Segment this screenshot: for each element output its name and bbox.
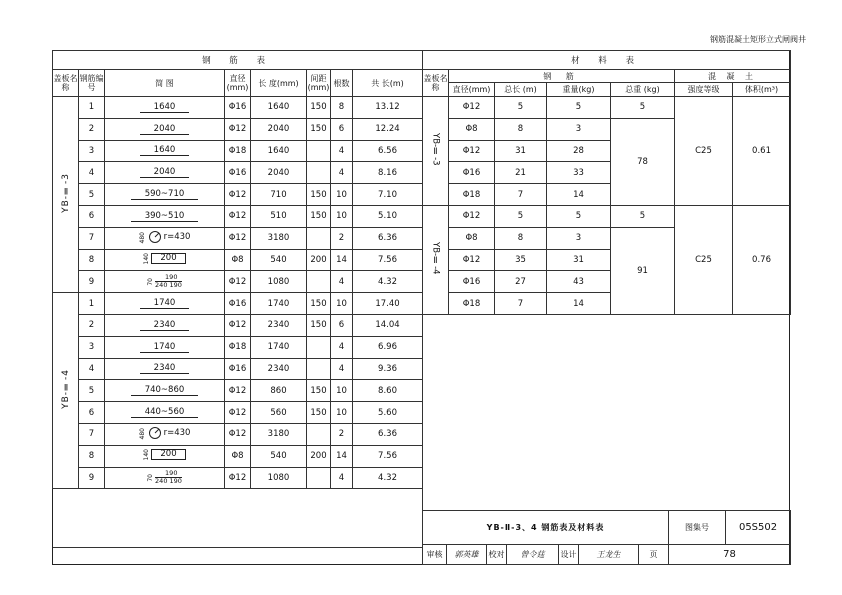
rebar-sketch (105, 293, 225, 315)
rebar-dia: Φ12 (225, 402, 251, 424)
material-weight: 14 (547, 184, 611, 206)
col-spacing: 间距(mm) (307, 70, 331, 97)
material-dia: Φ18 (449, 293, 495, 315)
rebar-length: 510 (251, 205, 307, 227)
rebar-count: 10 (331, 205, 353, 227)
rebar-count: 10 (331, 184, 353, 206)
rebar-dia: Φ12 (225, 118, 251, 140)
rebar-sketch (105, 118, 225, 140)
straight-bar-sketch: 2340 (140, 363, 190, 374)
rebar-table-title: 钢 筋 表 (53, 51, 423, 70)
rebar-sketch (105, 467, 225, 489)
rebar-count: 6 (331, 314, 353, 336)
material-row (423, 205, 791, 227)
material-dia: Φ16 (449, 162, 495, 184)
rebar-spacing (307, 423, 331, 445)
material-len: 31 (495, 140, 547, 162)
rebar-row (53, 118, 423, 140)
material-weight: 3 (547, 227, 611, 249)
rebar-length: 2340 (251, 314, 307, 336)
rebar-sketch (105, 336, 225, 358)
col-count: 根数 (331, 70, 353, 97)
rebar-length: 1640 (251, 97, 307, 119)
rebar-sketch (105, 227, 225, 249)
rebar-no: 5 (79, 184, 105, 206)
rebar-row (53, 249, 423, 271)
rebar-total: 7.56 (353, 249, 423, 271)
straight-bar-sketch: 2040 (140, 167, 190, 178)
col-dia: 直径(mm) (225, 70, 251, 97)
rebar-spacing: 150 (307, 184, 331, 206)
rebar-no: 7 (79, 423, 105, 445)
review-label: 审核 (423, 545, 447, 565)
bent-bar-sketch: 140 200 (143, 449, 185, 460)
rebar-spacing: 150 (307, 118, 331, 140)
reviewer-signature: 郭英雄 (447, 545, 487, 565)
rebar-no: 6 (79, 205, 105, 227)
rebar-length: 2040 (251, 118, 307, 140)
rebar-length: 2340 (251, 358, 307, 380)
rebar-no: 9 (79, 467, 105, 489)
rebar-dia: Φ12 (225, 227, 251, 249)
rebar-spacing (307, 140, 331, 162)
material-len: 5 (495, 205, 547, 227)
rebar-no: 8 (79, 445, 105, 467)
rebar-total: 7.10 (353, 184, 423, 206)
rebar-total: 8.16 (353, 162, 423, 184)
material-table (422, 50, 791, 315)
material-dia: Φ8 (449, 118, 495, 140)
title-block-title: YB-Ⅱ-3、4 钢筋表及材料表 (423, 511, 669, 545)
rebar-spacing (307, 467, 331, 489)
rebar-row (53, 293, 423, 315)
rebar-spacing (307, 227, 331, 249)
mat-col-grade: 强度等级 (675, 83, 733, 97)
rebar-sketch (105, 249, 225, 271)
rebar-length: 1640 (251, 140, 307, 162)
drawing-header: 钢筋混凝土矩形立式闸阀井 (710, 35, 806, 44)
rebar-row (53, 205, 423, 227)
material-group-label: YB-Ⅱ-4 (430, 242, 441, 275)
material-len: 8 (495, 227, 547, 249)
rebar-no: 4 (79, 162, 105, 184)
crank-bar-sketch: 70 190 240 190 (147, 273, 182, 290)
material-weight: 28 (547, 140, 611, 162)
rebar-no: 2 (79, 314, 105, 336)
col-total: 共 长(m) (353, 70, 423, 97)
straight-bar-sketch: 1740 (140, 342, 190, 353)
rebar-row (53, 314, 423, 336)
rebar-spacing (307, 358, 331, 380)
rebar-spacing: 150 (307, 402, 331, 424)
rebar-count: 4 (331, 358, 353, 380)
rebar-count: 8 (331, 97, 353, 119)
atlas-label: 图集号 (669, 511, 726, 545)
rebar-row (53, 336, 423, 358)
rebar-row (53, 162, 423, 184)
rebar-row (53, 445, 423, 467)
rebar-row (53, 380, 423, 402)
mat-col-weight: 重量(kg) (547, 83, 611, 97)
rebar-spacing: 200 (307, 445, 331, 467)
rebar-sketch (105, 271, 225, 293)
straight-bar-sketch: 1640 (140, 102, 190, 113)
material-weight: 31 (547, 249, 611, 271)
material-dia: Φ12 (449, 205, 495, 227)
rebar-spacing: 200 (307, 249, 331, 271)
straight-bar-sketch: 590~710 (131, 189, 199, 200)
atlas-no: 05S502 (726, 511, 791, 545)
mat-col-len: 总长 (m) (495, 83, 547, 97)
mat-col-concrete: 混 凝 土 (675, 70, 791, 83)
rebar-count: 4 (331, 271, 353, 293)
material-dia: Φ12 (449, 97, 495, 119)
rebar-total: 14.04 (353, 314, 423, 336)
straight-bar-sketch: 2340 (140, 320, 190, 331)
rebar-count: 4 (331, 162, 353, 184)
concrete-volume: 0.76 (733, 205, 791, 314)
concrete-grade: C25 (675, 97, 733, 206)
rebar-sketch (105, 423, 225, 445)
rebar-dia: Φ12 (225, 205, 251, 227)
rebar-sketch (105, 380, 225, 402)
rebar-count: 10 (331, 380, 353, 402)
mat-col-volume: 体积(m³) (733, 83, 791, 97)
rebar-total: 6.36 (353, 227, 423, 249)
rebar-no: 7 (79, 227, 105, 249)
rebar-length: 540 (251, 249, 307, 271)
rebar-length: 3180 (251, 227, 307, 249)
rebar-length: 1080 (251, 271, 307, 293)
material-group-name (423, 97, 449, 206)
material-len: 21 (495, 162, 547, 184)
rebar-dia: Φ12 (225, 271, 251, 293)
rebar-dia: Φ12 (225, 184, 251, 206)
concrete-volume: 0.61 (733, 97, 791, 206)
rebar-dia: Φ12 (225, 467, 251, 489)
rebar-length: 2040 (251, 162, 307, 184)
rebar-no: 3 (79, 140, 105, 162)
rebar-total: 4.32 (353, 467, 423, 489)
rebar-sketch (105, 97, 225, 119)
rebar-dia: Φ8 (225, 249, 251, 271)
designer-signature: 王龙生 (579, 545, 639, 565)
rebar-dia: Φ16 (225, 293, 251, 315)
rebar-group-name (53, 97, 79, 293)
rebar-count: 2 (331, 227, 353, 249)
rebar-total: 6.56 (353, 140, 423, 162)
material-len: 5 (495, 97, 547, 119)
rebar-row (53, 358, 423, 380)
rebar-dia: Φ12 (225, 380, 251, 402)
rebar-total: 4.32 (353, 271, 423, 293)
rebar-total: 17.40 (353, 293, 423, 315)
rebar-total: 13.12 (353, 97, 423, 119)
mat-col-plate: 盖板名称 (423, 70, 449, 97)
rebar-dia: Φ8 (225, 445, 251, 467)
material-group-name (423, 205, 449, 314)
rebar-length: 1080 (251, 467, 307, 489)
rebar-row (53, 184, 423, 206)
rebar-sketch (105, 358, 225, 380)
rebar-total: 5.10 (353, 205, 423, 227)
material-weight: 3 (547, 118, 611, 140)
rebar-dia: Φ18 (225, 140, 251, 162)
rebar-no: 4 (79, 358, 105, 380)
rebar-length: 1740 (251, 293, 307, 315)
rebar-no: 5 (79, 380, 105, 402)
rebar-spacing: 150 (307, 314, 331, 336)
rebar-spacing: 150 (307, 205, 331, 227)
rebar-no: 8 (79, 249, 105, 271)
rebar-length: 540 (251, 445, 307, 467)
rebar-table (52, 50, 423, 548)
col-sketch: 简 图 (105, 70, 225, 97)
rebar-sketch (105, 205, 225, 227)
rebar-total: 12.24 (353, 118, 423, 140)
rebar-count: 4 (331, 467, 353, 489)
rebar-row (53, 423, 423, 445)
rebar-row (53, 402, 423, 424)
rebar-row (53, 467, 423, 489)
rebar-sketch (105, 184, 225, 206)
material-len: 7 (495, 293, 547, 315)
rebar-count: 14 (331, 249, 353, 271)
straight-bar-sketch: 2040 (140, 124, 190, 135)
material-total-b: 91 (611, 227, 675, 314)
rebar-group-name (53, 293, 79, 489)
col-length: 长 度(mm) (251, 70, 307, 97)
rebar-length: 3180 (251, 423, 307, 445)
mat-col-steel: 钢 筋 (449, 70, 675, 83)
rebar-dia: Φ16 (225, 358, 251, 380)
material-len: 35 (495, 249, 547, 271)
rebar-count: 4 (331, 336, 353, 358)
material-total-a: 5 (611, 97, 675, 119)
material-weight: 5 (547, 97, 611, 119)
check-label: 校对 (487, 545, 507, 565)
crank-bar-sketch: 70 190 240 190 (147, 469, 182, 486)
rebar-group-label: YB-Ⅱ-4 (60, 369, 71, 410)
rebar-spacing: 150 (307, 97, 331, 119)
material-total-a: 5 (611, 205, 675, 227)
rebar-row (53, 97, 423, 119)
rebar-no: 6 (79, 402, 105, 424)
material-dia: Φ8 (449, 227, 495, 249)
page-no: 78 (669, 545, 791, 565)
rebar-no: 2 (79, 118, 105, 140)
material-table-title: 材 料 表 (423, 51, 791, 70)
stirrup-sketch: 480 r=430 (138, 231, 191, 244)
design-label: 设计 (559, 545, 579, 565)
rebar-count: 2 (331, 423, 353, 445)
material-weight: 14 (547, 293, 611, 315)
rebar-row (53, 227, 423, 249)
rebar-total: 7.56 (353, 445, 423, 467)
material-len: 7 (495, 184, 547, 206)
rebar-sketch (105, 162, 225, 184)
rebar-count: 4 (331, 140, 353, 162)
circle-hook-icon (148, 426, 162, 440)
rebar-no: 3 (79, 336, 105, 358)
rebar-sketch (105, 402, 225, 424)
material-dia: Φ12 (449, 140, 495, 162)
material-weight: 33 (547, 162, 611, 184)
rebar-dia: Φ12 (225, 423, 251, 445)
rebar-dia: Φ16 (225, 97, 251, 119)
rebar-spacing (307, 336, 331, 358)
rebar-spacing: 150 (307, 380, 331, 402)
rebar-dia: Φ16 (225, 162, 251, 184)
material-row (423, 97, 791, 119)
rebar-dia: Φ18 (225, 336, 251, 358)
bent-bar-sketch: 140 200 (143, 253, 185, 264)
rebar-sketch (105, 314, 225, 336)
rebar-group-label: YB-Ⅱ-3 (60, 173, 71, 214)
stirrup-sketch: 480 r=430 (138, 427, 191, 440)
material-dia: Φ12 (449, 249, 495, 271)
rebar-table-blank (53, 489, 423, 548)
rebar-no: 1 (79, 293, 105, 315)
rebar-count: 10 (331, 402, 353, 424)
concrete-grade: C25 (675, 205, 733, 314)
rebar-count: 6 (331, 118, 353, 140)
material-total-b: 78 (611, 118, 675, 205)
rebar-spacing (307, 271, 331, 293)
rebar-total: 5.60 (353, 402, 423, 424)
rebar-length: 560 (251, 402, 307, 424)
rebar-length: 860 (251, 380, 307, 402)
rebar-spacing: 150 (307, 293, 331, 315)
material-len: 8 (495, 118, 547, 140)
straight-bar-sketch: 440~560 (131, 407, 199, 418)
rebar-total: 6.96 (353, 336, 423, 358)
mat-col-dia: 直径(mm) (449, 83, 495, 97)
rebar-no: 1 (79, 97, 105, 119)
rebar-length: 710 (251, 184, 307, 206)
straight-bar-sketch: 390~510 (131, 211, 199, 222)
rebar-total: 8.60 (353, 380, 423, 402)
col-no: 钢筋编号 (79, 70, 105, 97)
material-weight: 5 (547, 205, 611, 227)
rebar-total: 9.36 (353, 358, 423, 380)
page-label: 页 (639, 545, 669, 565)
straight-bar-sketch: 1740 (140, 298, 190, 309)
material-len: 27 (495, 271, 547, 293)
rebar-no: 9 (79, 271, 105, 293)
straight-bar-sketch: 1640 (140, 145, 190, 156)
circle-hook-icon (148, 230, 162, 244)
material-weight: 43 (547, 271, 611, 293)
straight-bar-sketch: 740~860 (131, 385, 199, 396)
rebar-length: 1740 (251, 336, 307, 358)
material-group-label: YB-Ⅱ-3 (430, 133, 441, 166)
rebar-total: 6.36 (353, 423, 423, 445)
mat-col-total-weight: 总重 (kg) (611, 83, 675, 97)
col-plate: 盖板名称 (53, 70, 79, 97)
rebar-row (53, 140, 423, 162)
rebar-dia: Φ12 (225, 314, 251, 336)
rebar-sketch (105, 445, 225, 467)
material-dia: Φ16 (449, 271, 495, 293)
rebar-count: 14 (331, 445, 353, 467)
material-dia: Φ18 (449, 184, 495, 206)
rebar-spacing (307, 162, 331, 184)
checker-signature: 曾令莛 (507, 545, 559, 565)
rebar-count: 10 (331, 293, 353, 315)
title-block (422, 510, 791, 565)
rebar-row (53, 271, 423, 293)
rebar-sketch (105, 140, 225, 162)
